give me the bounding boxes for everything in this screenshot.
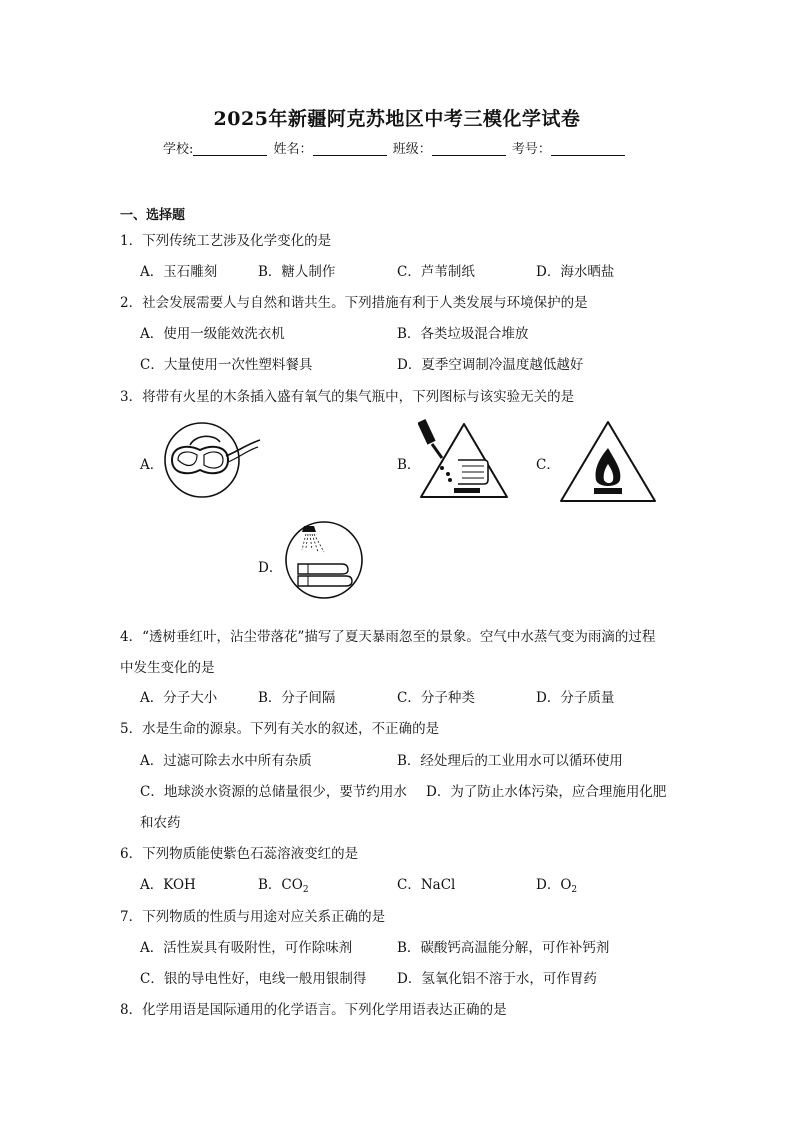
- q5-option-b[interactable]: B．经处理后的工业用水可以循环使用: [397, 753, 623, 769]
- q4-option-d[interactable]: D．分子质量: [536, 690, 615, 706]
- q6-option-d[interactable]: [536, 873, 577, 893]
- question-1-stem: 1．下列传统工艺涉及化学变化的是: [120, 233, 332, 249]
- q1-option-a[interactable]: A．玉石雕刻: [140, 264, 218, 280]
- question-8-stem: 8．化学用语是国际通用的化学语言。下列化学用语表达正确的是: [120, 1002, 507, 1018]
- q7-option-a[interactable]: A．活性炭具有吸附性，可作除味剂: [140, 940, 353, 956]
- flammable-icon: [558, 418, 658, 504]
- q4-option-c[interactable]: C．分子种类: [397, 690, 475, 706]
- q3-option-d[interactable]: D．: [258, 560, 283, 576]
- q1-option-b[interactable]: B．糖人制作: [258, 264, 336, 280]
- q4-option-a[interactable]: A．分子大小: [140, 690, 218, 706]
- q7-option-b[interactable]: B．碳酸钙高温能分解，可作补钙剂: [397, 940, 610, 956]
- hand-wash-icon: [284, 518, 364, 602]
- q7-option-c[interactable]: C．银的导电性好，电线一般用银制得: [140, 971, 367, 987]
- exam-number-label: 考号：: [511, 142, 551, 157]
- class-label: 班级：: [392, 142, 432, 157]
- q2-option-a[interactable]: A．使用一级能效洗衣机: [140, 326, 285, 342]
- q6-option-b[interactable]: [258, 873, 309, 893]
- school-blank[interactable]: [193, 141, 267, 156]
- q4-option-b[interactable]: B．分子间隔: [258, 690, 336, 706]
- question-3-stem: 3．将带有火星的木条插入盛有氧气的集气瓶中，下列图标与该实验无关的是: [120, 389, 575, 405]
- q2-option-b[interactable]: B．各类垃圾混合堆放: [397, 326, 529, 342]
- q3-option-c[interactable]: C．: [536, 457, 560, 473]
- q6-option-d-text: D．O: [536, 877, 572, 893]
- question-5-stem: 5．水是生命的源泉。下列有关水的叙述，不正确的是: [120, 721, 440, 737]
- q3-option-a[interactable]: A．: [140, 457, 164, 473]
- school-label: 学校:: [163, 142, 194, 157]
- q1-option-d[interactable]: D．海水晒盐: [536, 264, 615, 280]
- q2-option-d[interactable]: D．夏季空调制冷温度越低越好: [397, 357, 584, 373]
- goggles-icon: [164, 420, 264, 500]
- question-4-stem-line1: 4．“透树垂红叶，沾尘带落花”描写了夏天暴雨忽至的景象。空气中水蒸气变为雨滴的过程: [120, 629, 656, 645]
- q1-option-c[interactable]: C．芦苇制纸: [397, 264, 475, 280]
- q6-option-a[interactable]: A．KOH: [140, 877, 196, 893]
- q5-option-d-continued: 和农药: [140, 815, 181, 831]
- q2-option-c[interactable]: C．大量使用一次性塑料餐具: [140, 357, 313, 373]
- student-info-line: [163, 138, 627, 157]
- question-6-stem: 6．下列物质能使紫色石蕊溶液变红的是: [120, 846, 359, 862]
- corrosive-icon: [418, 418, 510, 502]
- question-7-stem: 7．下列物质的性质与用途对应关系正确的是: [120, 909, 386, 925]
- question-4-stem-line2: 中发生变化的是: [120, 660, 215, 676]
- q6-option-c[interactable]: C．NaCl: [397, 877, 456, 893]
- question-2-stem: 2．社会发展需要人与自然和谐共生。下列措施有利于人类发展与环境保护的是: [120, 295, 588, 311]
- exam-number-blank[interactable]: [551, 141, 625, 156]
- q7-option-d[interactable]: D．氢氧化铝不溶于水，可作胃药: [397, 971, 597, 987]
- page-title: 2025年新疆阿克苏地区中考三模化学试卷: [213, 108, 581, 130]
- q6-option-d-subscript: 2: [571, 885, 578, 895]
- q6-option-b-subscript: 2: [302, 885, 309, 895]
- q5-option-d[interactable]: D．为了防止水体污染，应合理施用化肥: [426, 784, 667, 800]
- name-blank[interactable]: [313, 141, 387, 156]
- q5-option-a[interactable]: A．过滤可除去水中所有杂质: [140, 753, 312, 769]
- class-blank[interactable]: [432, 141, 506, 156]
- name-label: 姓名：: [273, 142, 313, 157]
- q5-option-c[interactable]: C．地球淡水资源的总储量很少，要节约用水: [140, 784, 407, 800]
- section-heading: 一、选择题: [120, 208, 186, 223]
- q6-option-b-text: B．CO: [258, 877, 303, 893]
- q3-option-b[interactable]: B．: [397, 457, 421, 473]
